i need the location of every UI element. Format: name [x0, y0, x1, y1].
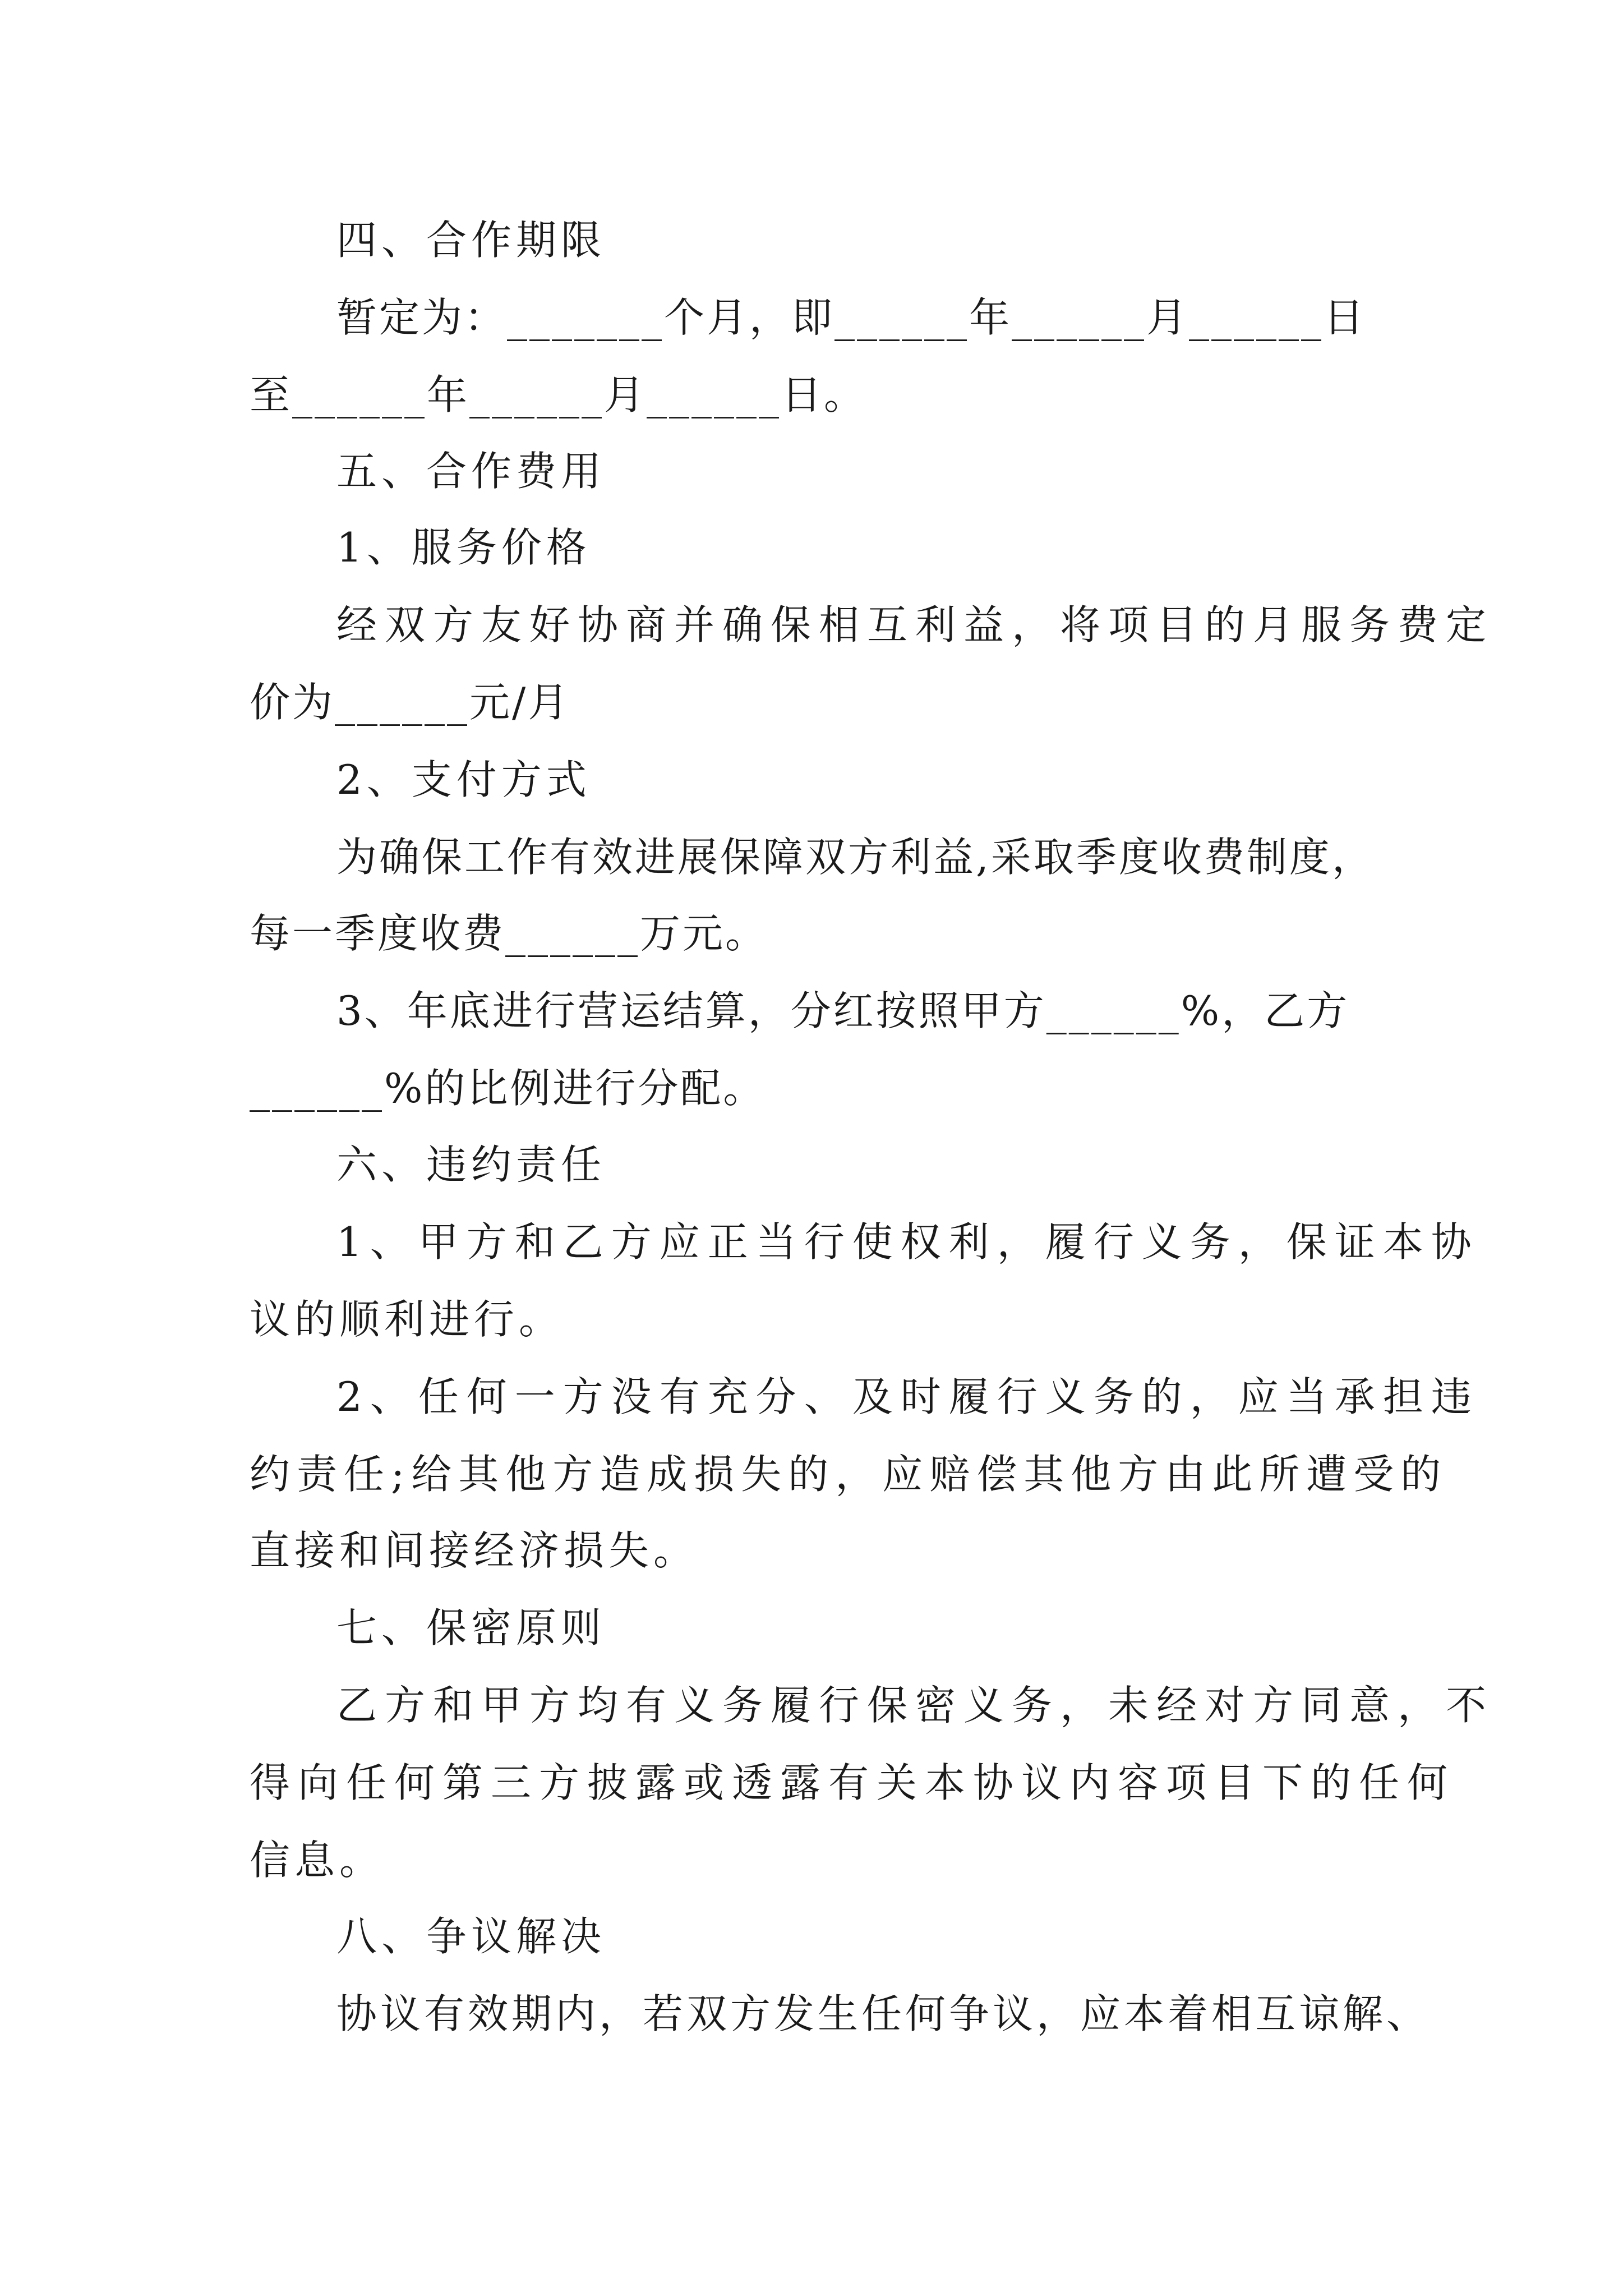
paragraph-line: 得向任何第三方披露或透露有关本协议内容项目下的任何: [250, 1759, 1456, 1806]
section-heading-dispute-resolution: 八、争议解决: [336, 1913, 606, 1960]
section-heading-liability: 六、违约责任: [336, 1141, 606, 1188]
subheading-service-price: 1、服务价格: [336, 524, 591, 571]
paragraph-line: 1、甲方和乙方应正当行使权利，履行义务，保证本协: [336, 1218, 1479, 1266]
paragraph-line: 信息。: [250, 1837, 385, 1884]
paragraph-line: 价为______元/月: [250, 679, 571, 726]
paragraph-line: 乙方和甲方均有义务履行保密义务，未经对方同意，不: [336, 1682, 1495, 1729]
paragraph-line: 约责任;给其他方造成损失的，应赔偿其他方由此所遭受的: [250, 1451, 1448, 1498]
section-heading-cooperation-fees: 五、合作费用: [336, 448, 606, 495]
paragraph-line: 为确保工作有效进展保障双方利益,采取季度收费制度，: [336, 834, 1375, 881]
section-heading-cooperation-period: 四、合作期限: [336, 217, 606, 264]
paragraph-line: 协议有效期内，若双方发生任何争议，应本着相互谅解、: [336, 1990, 1431, 2037]
paragraph-line: 直接和间接经济损失。: [250, 1527, 699, 1574]
section-heading-confidentiality: 七、保密原则: [336, 1604, 606, 1651]
paragraph-line: 议的顺利进行。: [250, 1296, 564, 1343]
paragraph-line: 暂定为：_______个月，即______年______月______日: [336, 294, 1367, 341]
paragraph-line: 至______年______月______日。: [250, 371, 867, 418]
paragraph-line: 2、任何一方没有充分、及时履行义务的，应当承担违: [336, 1373, 1479, 1420]
paragraph-line: 每一季度收费______万元。: [250, 910, 768, 957]
subheading-payment-method: 2、支付方式: [336, 756, 591, 803]
paragraph-line: 3、年底进行营运结算，分红按照甲方______%，乙方: [336, 987, 1350, 1034]
paragraph-line: 经双方友好协商并确保相互利益，将项目的月服务费定: [336, 601, 1495, 648]
paragraph-line: ______%的比例进行分配。: [250, 1065, 766, 1112]
